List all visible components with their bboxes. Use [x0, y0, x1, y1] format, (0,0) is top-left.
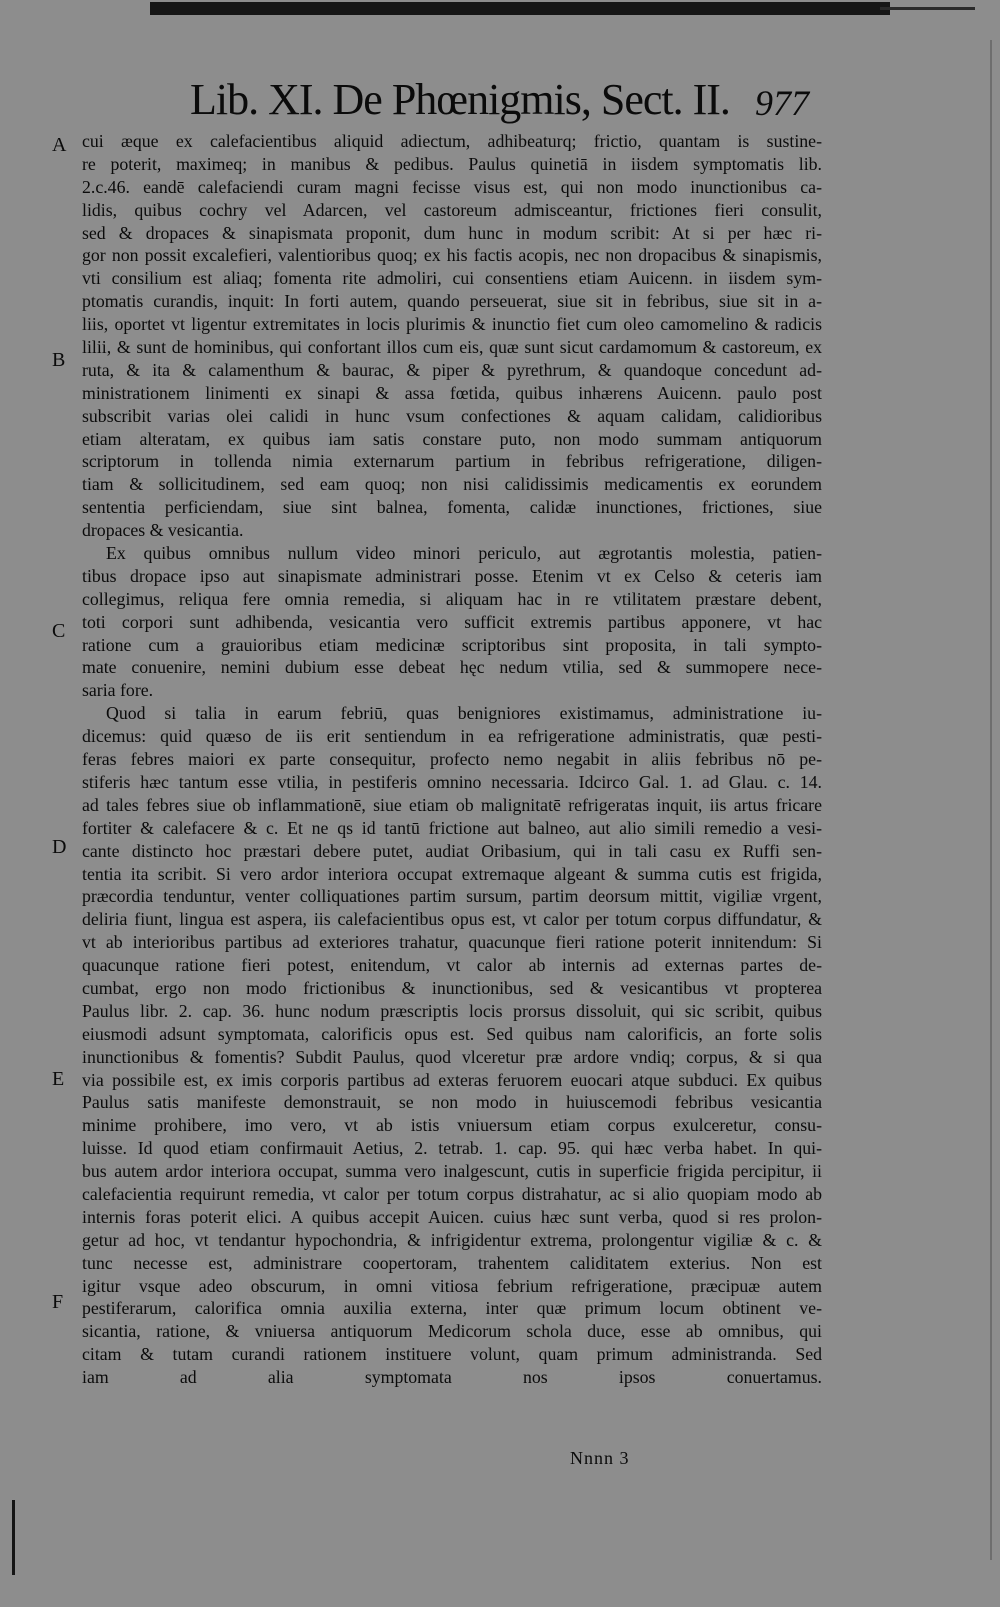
text-line: eiusmodi adsunt symptomata, calorificis opus est. Sed quibus nam calorificis, an forte solis — [82, 1023, 822, 1044]
text-line: præcordia tenduntur, venter colliquationes partim sursum, partim deorsum mittit, vigiliæ vrgent, — [82, 886, 822, 907]
page-number: 977 — [755, 83, 809, 123]
text-line: citam & tutam curandi rationem instituere volunt, quam primum administranda. Sed — [82, 1344, 822, 1365]
signature-mark: Nnnn 3 — [570, 1448, 630, 1468]
text-line: cante distincto hoc præstari debere putet, audiat Oribasium, qui in tali casu ex Ruffi sen- — [82, 840, 822, 861]
text-line: bus autem ardor interiora occupat, summa vero inalgescunt, cutis in superficie frigida percipitur, ii — [82, 1161, 822, 1182]
text-line: feras febres maiori ex parte consequitur, profecto nemo negabit in aliis febribus nō pe- — [82, 749, 822, 770]
text-line: ministrationem linimenti ex sinapi & assa fœtida, quibus inhærens Auicenn. paulo post — [82, 382, 822, 403]
text-line — [82, 1389, 822, 1412]
margin-letter-b: B — [52, 349, 66, 371]
text-line: vt ab interioribus partibus ad exteriores trahatur, quacunque fieri ratione poterit innitendum: Si — [82, 932, 822, 953]
text-line: ptomatis curandis, inquit: In forti autem, quando perseuerat, siue sit in febribus, siue sit in a- — [82, 291, 822, 312]
text-line: inunctionibus & fomentis? Subdit Paulus, quod vlceretur præ ardore vndiq; corpus, & si qua — [82, 1046, 822, 1067]
margin-letter-f: F — [52, 1291, 64, 1313]
text-line: fortiter & calefacere & c. Et ne qs id tantū frictione aut balneo, aut alio simili remedio a vesi- — [82, 817, 822, 838]
text-line: calefacientia requirunt remedia, vt calor per totum corpus distrahatur, ac si alio quopiam modo ab — [82, 1183, 822, 1204]
text-line: cui æque ex calefacientibus aliquid adiectum, adhibeaturq; frictio, quantam is sustine- — [82, 131, 822, 151]
text-line: via possibile est, ex imis corporis partibus ad exteras feruorem euocari atque subduci. Ex quibus — [82, 1069, 822, 1090]
text-line: mate conuenire, nemini dubium esse debeat hęc nedum vtilia, sed & summopere nece- — [82, 657, 822, 678]
text-line: tunc necesse est, administrare coopertoram, trahentem caliditatem exterius. Non est — [82, 1252, 822, 1273]
text-line: lidis, quibus cochry vel Adarcen, vel castoreum admisceantur, frictiones fieri consulit, — [82, 199, 822, 220]
text-line: tiam & sollicitudinem, sed eam quoq; non nisi calidissimis medicamentis ex eorundem — [82, 474, 822, 495]
text-line: ruta, & ita & calamenthum & baurac, & piper & pyrethrum, & quandoque concedunt ad- — [82, 359, 822, 380]
margin-letter-e: E — [52, 1068, 65, 1090]
text-line: dropaces & vesicantia. — [82, 520, 244, 541]
text-line: luisse. Id quod etiam confirmauit Aetius, 2. tetrab. 1. cap. 95. qui hæc verba habet. In qui- — [82, 1138, 822, 1159]
body-text — [82, 130, 822, 1412]
text-line: sicantia, ratione, & vniuersa antiquorum Medicorum schola duce, esse ab omnibus, qui — [82, 1321, 822, 1342]
text-line: ad tales febres siue ob inflammationē, siue etiam ob malignitatē refrigeratas inquit, iis artus fricare — [82, 794, 822, 815]
text-line: pestiferarum, calorifica omnia auxilia externa, inter quæ primum locum obtinent ve- — [82, 1298, 822, 1319]
text-line: getur ad hoc, vt tendantur hypochondria, & infrigidentur extrema, prolongentur vigiliæ & c. & — [82, 1229, 822, 1250]
text-line: stiferis hæc tantum esse vtilia, in pestiferis omnino necessaria. Idcirco Gal. 1. ad Glau. c. 14. — [82, 771, 822, 792]
text-line: Paulus libr. 2. cap. 36. hunc nodum præscriptis locis prorsus dissoluit, qui sic scribit, quibus — [82, 1000, 822, 1021]
right-page-edge — [990, 40, 992, 1560]
text-line: Ex quibus omnibus nullum video minori periculo, aut ægrotantis molestia, patien- — [106, 543, 822, 564]
text-line: ratione cum a grauioribus etiam medicinæ scriptoribus sint proposita, in tali sympto- — [82, 634, 822, 655]
margin-letter-d: D — [52, 836, 67, 858]
margin-letter-c: C — [52, 620, 66, 642]
top-edge-bar-tail — [880, 7, 975, 10]
text-line: iam ad alia symptomata nos ipsos conuertamus. — [82, 1367, 822, 1388]
text-line: vti consilium est aliaq; fomenta rite admoliri, cui consentiens etiam Auicenn. in iisdem sym- — [82, 268, 822, 289]
running-head: Lib. XI. De Phœnigmis, Sect. II. — [190, 75, 730, 124]
margin-letter-a: A — [52, 134, 67, 156]
text-line: liis, oportet vt ligentur extremitates in locis plurimis & inunctio fiet cum oleo camomelino & radicis — [82, 314, 822, 335]
text-line: toti corpori sunt adhibenda, vesicantia vero sufficit extremis partibus apponere, vt hac — [82, 611, 822, 632]
text-line: minime prohibere, imo vero, vt ab istis vniuersum etiam corpus exulceretur, consu- — [82, 1115, 822, 1136]
text-line: Paulus satis manifeste demonstrauit, se non modo in huiuscemodi febribus vesicantia — [82, 1092, 822, 1113]
text-line: cumbat, ergo non modo frictionibus & inunctionibus, sed & vesicantibus vt propterea — [82, 977, 822, 998]
text-line: dicemus: quid quæso de iis erit sentiendum in ea refrigeratione administratis, quæ pesti- — [82, 726, 822, 747]
text-line: etiam alteratam, ex quibus iam satis constare puto, non modo summam antiquorum — [82, 428, 822, 449]
text-line: igitur vsque adeo obscurum, in omni vitiosa febrium refrigeratione, præcipuæ autem — [82, 1275, 822, 1296]
page-header — [190, 75, 820, 125]
top-edge-bar — [150, 2, 890, 15]
text-line: quacunque ratione fieri potest, enitendum, vt calor ab internis ad externas partes de- — [82, 955, 822, 976]
text-line: gor non possit excalefieri, valentioribus quoq; ex his factis acopis, nec non dropacibus & sinapismis, — [82, 245, 822, 266]
text-line: saria fore. — [82, 680, 154, 701]
text-line: 2.c.46. eandē calefaciendi curam magni fecisse visus est, qui non modo inunctionibus ca- — [82, 176, 822, 197]
text-line: subscribit varias olei calidi in hunc vsum confectiones & aquam calidam, calidioribus — [82, 405, 822, 426]
text-line: internis foras poterit elici. A quibus accepit Auicen. cuius hæc sunt verba, quod si res prolon- — [82, 1206, 822, 1227]
text-line: deliria fiunt, lingua est aspera, iis calefacientibus opus est, vt calor per totum corpus diffundatur, & — [82, 909, 822, 930]
text-line: tentia ita scribit. Si vero ardor interiora occupat extremaque algeant & summa cutis est frigida, — [82, 863, 822, 884]
text-line: sed & dropaces & sinapismata proponit, dum hunc in modum scribit: At si per hæc ri- — [82, 222, 822, 243]
text-line: tibus dropace ipso aut sinapismate administrari posse. Etenim vt ex Celso & ceteris iam — [82, 565, 822, 586]
left-page-edge-mark — [12, 1500, 15, 1575]
text-line: re poterit, maximeq; in manibus & pedibus. Paulus quinetiā in iisdem symptomatis lib. — [82, 153, 822, 174]
text-line: sententia perficiendam, siue sint balnea, fomenta, calidæ inunctiones, frictiones, siue — [82, 497, 822, 518]
text-line: scriptorum in tollenda nimia externarum partium in febribus refrigeratione, diligen- — [82, 451, 822, 472]
text-line: collegimus, reliqua fere omnia remedia, si aliquam hac in re vtilitatem præstare debent, — [82, 588, 822, 609]
text-line: Quod si talia in earum febriū, quas benigniores existimamus, administratione iu- — [106, 703, 822, 724]
text-line: lilii, & sunt de hominibus, qui confortant illos cum eis, quæ sunt sicut cardamomum & castoreum, ex — [82, 337, 822, 358]
